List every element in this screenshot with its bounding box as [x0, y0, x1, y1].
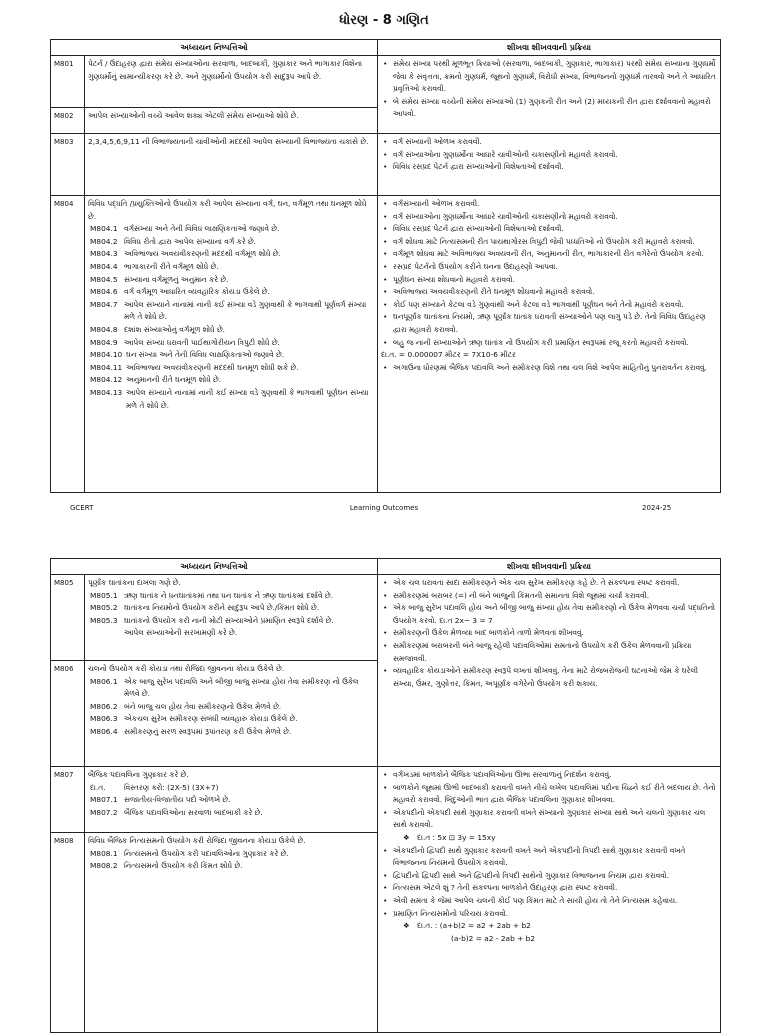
learning-outcomes-table-1	[50, 39, 721, 493]
row-learning-outcome	[85, 56, 378, 108]
page-title: ધોરણ - 8 ગણિત	[339, 13, 429, 28]
learning-outcomes-table-2	[50, 558, 721, 1033]
row-learning-outcome	[85, 767, 378, 833]
sub-outcome: આપેલ સંખ્યાઓની સરખામણી કરે છે.	[124, 628, 238, 638]
sub-outcome: M806.3 એકચલ સુરેખ સમીકરણ સંબંધી વ્યવહારુ કોયડા ઉકેલે છે.	[90, 714, 298, 724]
list-item: • સમીકરણમાં બરાબરની બંને બાજુ રહેલી પદાવલિઓમાં સમતાનો ઉપયોગ કરી ઉકેલ મેળવવાની પ્રક્રિયા સમજાવવી.	[393, 640, 717, 665]
sub-outcomes	[88, 676, 374, 739]
table-row	[51, 134, 721, 196]
diamond-bullet-icon: ❖	[403, 921, 410, 931]
list-item: • વિવિધ રસપ્રદ પેટર્ન દ્વારા સંખ્યાઓની વિશેષતાઓ દર્શાવવી.	[393, 223, 717, 236]
list-item: • પૂર્ણઘન સંખ્યા શોધવાનો મહાવરો કરાવવો.	[393, 274, 717, 287]
list-item: • પ્રમાણિત નિત્યસમોનો પરિચય કરાવવો.	[393, 908, 717, 921]
row-learning-outcome	[85, 108, 378, 134]
sub-outcome: M807.1 સજાતીય-વિજાતીય પદો ઓળખે છે.	[90, 795, 231, 805]
lo-text: બૈજિક પદાવલિના ગુણાકાર કરે છે.	[88, 770, 189, 779]
footer-org: GCERT	[70, 504, 94, 512]
table-header-row	[51, 559, 721, 575]
row-process	[378, 575, 721, 767]
list-item: • વર્ગ સંખ્યાઓના ગુણધર્મોના આધારે ચાવીઓની ચકાસણીનો મહાવરો કરાવવો.	[393, 211, 717, 224]
table-header-row	[51, 40, 721, 56]
list-item: • બાળકોને જૂથમાં ઊભી બાદબાકી કરાવતી વખતે નીચે લખેલ પદાવલિમાં પદોના ચિહ્ને કઈ રીતે બદલાય છે. તેનો મહાવરો કરાવવો. બિંદુઓની ભાત દ્વારા બૈજિક પદાવલિના ગુણાકાર શીખવવા.	[393, 782, 717, 807]
sub-outcome: M807.2 બૈજિક પદાવલિઓના સરવાળા બાદબાકી કરે છે.	[90, 807, 263, 817]
table-row	[51, 575, 721, 661]
row-code: M806	[51, 661, 85, 767]
sub-outcome: M804.11 અવિભાજ્ય અવયવીકરણની મદદથી ઘનમૂળ શોધી શકે છે.	[90, 362, 299, 372]
sub-outcome: M804.6 વર્ગ વર્ગમૂળ આધારિત વ્યવહારિક કોયડા ઉકેલે છે.	[90, 287, 270, 297]
sub-outcome: દા.ત. વિસ્તરણ કરો: (2X-5) (3X+7)	[90, 782, 219, 792]
list-item: • એક બાજુ સુરેખ પદાવલિ હોય અને બીજી બાજુ સંખ્યા હોય તેવા સમીકરણો નો ઉકેલ મેળવવા ચર્ચા પદ્ધતિનો ઉપયોગ કરવો. દા.ત 2x− 3 = 7	[393, 602, 717, 627]
row-code: M804	[51, 196, 85, 493]
list-item: • સમીકરણની ઉકેલ મેળવ્યા બાદ બાળકોને તાળો મેળવતાં શીખવવું.	[393, 627, 717, 640]
list-item: • અગાઉના ધોરણમાં બૈજિક પદાવલિ અને સમીકરણ વિશે તથા ચલ વિશે આપેલ માહિતીનું પુનરાવર્તન કરાવવું.	[393, 362, 717, 375]
example-line: ❖ દા.ત. : (a+b)2 = a2 + 2ab + b2	[381, 920, 717, 933]
header-teaching-process: શીખવા શીખવવાની પ્રક્રિયા	[378, 40, 721, 56]
sub-outcome: M805.2 ઘાતાંકના નિયમોનો ઉપયોગ કરીને સાદુંરૂપ આપે છે./કિંમત શોધે છે.	[90, 603, 320, 613]
row-learning-outcome	[85, 575, 378, 661]
list-item: • નિત્યસમ એટલે શું ? તેની સંકલ્પના બાળકોને ઉદાહરણ દ્વારા સ્પષ્ટ કરાવવી.	[393, 882, 717, 895]
sub-outcomes	[88, 782, 374, 820]
list-item: • સંમેય સંખ્યા પરથી મૂળભૂત ક્રિયાઓ (સરવાળા, બાદબાકી, ગુણાકાર, ભાગાકાર) પરથી સંમેય સંખ્યાના ગુણધર્મો જેવા કે સંવૃત્તતા, ક્રમનો ગુણધર્મ, જૂથનો ગુણધર્મ, વિરોધી સંખ્યા, વિભાજનનો ગુણધર્મ તારવવો અને તે આધારિત પ્રવૃત્તિઓ કરાવવી.	[393, 58, 717, 96]
lo-text: 2,3,4,5,6,9,11 ની વિભાજ્યતાની ચાવીઓની મદદથી આપેલ સંખ્યાની વિભાજ્યતા ચકાસે છે.	[88, 137, 369, 146]
lo-text: આપેલ સંખ્યાઓની વચ્ચે આવેલ શક્ય એટલી સંમેય સંખ્યાઓ શોધે છે.	[88, 111, 299, 120]
footer-title: Learning Outcomes	[349, 504, 419, 512]
list-item: • કોઈ પણ સંખ્યાને કેટલા વડે ગુણવાથી અને કેટલા વડે ભાગવાથી પૂર્ણઘન બને તેનો મહાવરો કરાવવો.	[393, 299, 717, 312]
page-footer	[0, 502, 768, 514]
sub-outcome: M804.7 આપેલ સંખ્યાને નાનામાં નાની કઈ સંખ્યા વડે ગુણવાથી કે ભાગવાથી પૂર્ણવર્ગ સંખ્યા મળે તે શોધે છે.	[90, 299, 367, 322]
lo-text: ચલનો ઉપયોગ કરી કોયડા તથા રોજિંદા જીવનના કોયડા ઉકેલે છે.	[88, 664, 285, 673]
header-learning-outcomes: અધ્યયન નિષ્પત્તિઓ	[51, 559, 378, 575]
list-item: • વર્ગ શોધવા માટે નિત્યસમની રીત પાયથાગોરસ ત્રિપુટી જેવી પધ્ધતિઓ નો ઉપયોગ કરી મહાવરો કરાવવો.	[393, 236, 717, 249]
list-item: • એવી સમતા કે જેમાં આપેલ ચલની કોઈ પણ કિંમત માટે તે સાચી હોય તો તેને નિત્યસમ કહેવાય.	[393, 895, 717, 908]
sub-outcome: M806.1 એક બાજુ સુરેખ પદાવલિ અને બીજી બાજુ સંખ્યા હોય તેવા સમીકરણ નો ઉકેલ મેળવે છે.	[90, 676, 359, 699]
table-row	[51, 56, 721, 108]
sub-outcome: M804.3 અવિભાજ્ય અવયવીકરણની મદદથી વર્ગમૂળ શોધે છે.	[90, 249, 281, 259]
row-process	[378, 134, 721, 196]
sub-outcome: M804.4 ભાગાકારની રીતે વર્ગમૂળ શોધે છે.	[90, 261, 219, 271]
list-item: • એકપદીનો દ્વિપદી સાથે ગુણાકાર કરાવતી વખતે અને એકપદીનો ત્રિપદી સાથે ગુણાકાર કરાવતી વખતે વિભાજનના નિયમનો ઉપયોગ કરાવવો.	[393, 845, 717, 870]
sub-outcome: M804.1 વર્ગસંખ્યા અને તેની વિવિધ લાક્ષણિકતાઓ જણાવે છે.	[90, 224, 280, 234]
sub-outcome: M806.4 સમીકરણનું સરળ સ્વરૂપમાં રૂપાંતરણ કરી ઉકેલ મેળવે છે.	[90, 726, 292, 736]
list-item: • રસપ્રદ પેટર્નનો ઉપયોગ કરીને ઘનના ઉદાહરણો આપવા.	[393, 261, 717, 274]
example-line: ❖ દા.ત : 5x ⊡ 3y = 15xy	[381, 832, 717, 845]
list-item: • ઘનપૂર્ણાંક ઘાતાંકના નિયમો, ઋણ પૂર્ણાંક ઘાતાંક ધરાવતી સંખ્યાઓને પણ લાગુ પડે છે. તેનો વિવિધ ઉદાહરણ દ્વારા મહાવરો કરાવવો.	[393, 311, 717, 336]
table-row	[51, 196, 721, 493]
lo-text: વિવિધ બૈજિક નિત્યસમનો ઉપયોગ કરી રોજિંદા જીવનના કોયડા ઉકેલે છે.	[88, 836, 306, 845]
sub-outcome: M804.13 આપેલ સંખ્યાને નાનામાં નાની કઈ સંખ્યા વડે ગુણવાથી કે ભાગવાથી પૂર્ણઘન સંખ્યા મળે તે શોધે છે.	[90, 387, 369, 410]
list-item: • સમીકરણમાં બરાબર (=) ની બંને બાજુની કિંમતની સમાનતા વિશે જૂથમાં ચર્ચા કરાવવી.	[393, 590, 717, 603]
list-item: • વર્ગખંડમાં બાળકોને બૈજિક પદાવલિઓના ઊભા સરવાળાનું નિદર્શન કરાવવું.	[393, 769, 717, 782]
footer-year: 2024-25	[642, 504, 672, 512]
sub-outcome: M805.1 ઋણ ઘાતાંક ને ધનઘાતાંકમાં તથા ધન ઘાતાંક ને ઋણ ઘાતાંકમાં દર્શાવે છે.	[90, 590, 333, 600]
sub-outcome: M804.5 સંખ્યાના વર્ગમૂળનું અનુમાન કરે છે.	[90, 274, 229, 284]
row-process	[378, 767, 721, 1033]
row-code: M803	[51, 134, 85, 196]
sub-outcomes	[88, 848, 374, 873]
sub-outcome: M804.2 વિવિધ રીતો દ્વારા આપેલ સંખ્યાના વર્ગ કરે છે.	[90, 236, 257, 246]
list-item: • અવિભાજ્ય અવયવીકરણની રીતે ઘનમૂળ શોધવાનો મહાવરો કરાવવો.	[393, 286, 717, 299]
row-learning-outcome	[85, 661, 378, 767]
example-line: દા.ત. = 0.000007 મીટર = 7X10-6 મીટર	[381, 350, 516, 360]
diamond-bullet-icon: ❖	[403, 832, 410, 842]
list-item: • વર્ગ સંખ્યાની ઓળખ કરાવવી.	[393, 136, 717, 149]
sub-outcome: M804.8 દશાંશ સંખ્યાઓનું વર્ગમૂળ શોધે છે.	[90, 324, 226, 334]
header-learning-outcomes: અધ્યયન નિષ્પત્તિઓ	[51, 40, 378, 56]
list-item: • દ્વિપદીનો દ્વિપદી સાથે અને દ્વિપદીનો ત્રિપદી સાથેનો ગુણાકાર વિભાજનના નિયમ દ્વારા કરાવવો.	[393, 870, 717, 883]
row-learning-outcome	[85, 134, 378, 196]
sub-outcome: M808.2 નિત્યસમનો ઉપયોગ કરી કિંમત શોધે છે.	[90, 861, 243, 871]
row-code: M808	[51, 833, 85, 1033]
row-code: M801	[51, 56, 85, 108]
example-line: (a-b)2 = a2 - 2ab + b2	[451, 933, 536, 943]
lo-text: પૂર્ણાંક ઘાતાંકના દાખલા ગણે છે.	[88, 578, 181, 587]
row-code: M807	[51, 767, 85, 833]
list-item: • એક ચલ ધરાવતા સાદા સમીકરણને એક ચલ સુરેખ સમીકરણ કહે છે. તે સંકલ્પના સ્પષ્ટ કરાવવી.	[393, 577, 717, 590]
list-item: • વર્ગ સંખ્યાઓના ગુણધર્મોના આધારે ચાવીઓની ચકાસણીનો મહાવરો કરાવવો.	[393, 149, 717, 162]
list-item: • વર્ગમૂળ શોધવા માટે અવિભાજ્ય અવયવની રીત, અનુમાનની રીત, ભાગાકારની રીત વગેરેનો ઉપયોગ કરવો.	[393, 248, 717, 261]
lo-text: વિવિધ પદ્ધતિ /પ્રયુક્તિઓનો ઉપયોગ કરી આપેલ સંખ્યાના વર્ગ, ઘન, વર્ગમૂળ તથા ઘનમૂળ શોધે છે.	[88, 199, 367, 221]
row-learning-outcome	[85, 196, 378, 493]
sub-outcomes	[88, 590, 374, 640]
sub-outcome: M804.9 આપેલ સંખ્યા ધરાવતી પાઈથાગોરીયન ત્રિપુટી શોધે છે.	[90, 337, 280, 347]
header-teaching-process: શીખવા શીખવવાની પ્રક્રિયા	[378, 559, 721, 575]
row-process	[378, 196, 721, 493]
list-item: • બે સંમેય સંખ્યા વચ્ચેની સંમેય સંખ્યાઓ (1) ગુણકની રીત અને (2) મધ્યકની રીત દ્વારા દર્શાવવાનો મહાવરો આપવો.	[393, 96, 717, 121]
table-row	[51, 767, 721, 833]
row-code: M805	[51, 575, 85, 661]
row-process	[378, 56, 721, 134]
row-code: M802	[51, 108, 85, 134]
sub-outcome: M805.3 ઘાતાંકનો ઉપયોગ કરી નાની મોટી સંખ્યાઓને પ્રમાણિત સ્વરૂપે દર્શાવે છે.	[90, 615, 334, 625]
sub-outcome: M804.10 ઘન સંખ્યા અને તેની વિવિધ લાક્ષણિકતાઓ જણાવે છે.	[90, 350, 285, 360]
sub-outcome: M804.12 અનુમાનની રીતે ઘનમૂળ શોધે છે.	[90, 375, 222, 385]
list-item: • એકપદીનો એકપદી સાથે ગુણાકાર કરાવતી વખતે સંખ્યાનો ગુણાકાર સંખ્યા સાથે અને ચલનો ગુણાકાર ચલ સાથે કરાવવો.	[393, 807, 717, 832]
sub-outcome: M808.1 નિત્યસમનો ઉપયોગ કરી પદાવલિઓના ગુણાકાર કરે છે.	[90, 848, 289, 858]
list-item: • વિવિધ રસપ્રદ પેટર્ન દ્વારા સંખ્યાઓની વિશેષતાઓ દર્શાવવી.	[393, 161, 717, 174]
list-item: • બહુ જ નાની સંખ્યાઓને ઋણ ઘાતાંક નો ઉપયોગ કરી પ્રમાણિત સ્વરૂપમાં રજૂ કરતો મહાવરો કરાવવો.	[393, 337, 717, 350]
lo-text: પેટર્ન / ઉદાહરણ દ્વારા સંમેય સંખ્યાઓના સરવાળા, બાદબાકી, ગુણાકાર અને ભાગાકાર વિશેના ગુણધર્મોનું સામાન્યીકરણ કરે છે. અને ગુણધર્મોનો ઉપયોગ કરી સાદુંરૂપ આપે છે.	[88, 59, 363, 81]
list-item: • વર્ગસંખ્યાની ઓળખ કરાવવી.	[393, 198, 717, 211]
row-learning-outcome	[85, 833, 378, 1033]
sub-outcome: M806.2 બંને બાજુ ચલ હોય તેવા સમીકરણનો ઉકેલ મેળવે છે.	[90, 701, 282, 711]
sub-outcomes	[88, 223, 374, 412]
list-item: • વ્યવહારિક કોયડાઓને સમીકરણ સ્વરૂપે લખતાં શીખવવું. તેના માટે રોજબરોજની ઘટનાઓ જેમ કે ઘરેલી સંખ્યા, ઉંમર, ગુણોત્તર, કિંમત, અપૂર્ણાંક વગેરેનો ઉપયોગ કરી શકાય.	[393, 665, 717, 690]
